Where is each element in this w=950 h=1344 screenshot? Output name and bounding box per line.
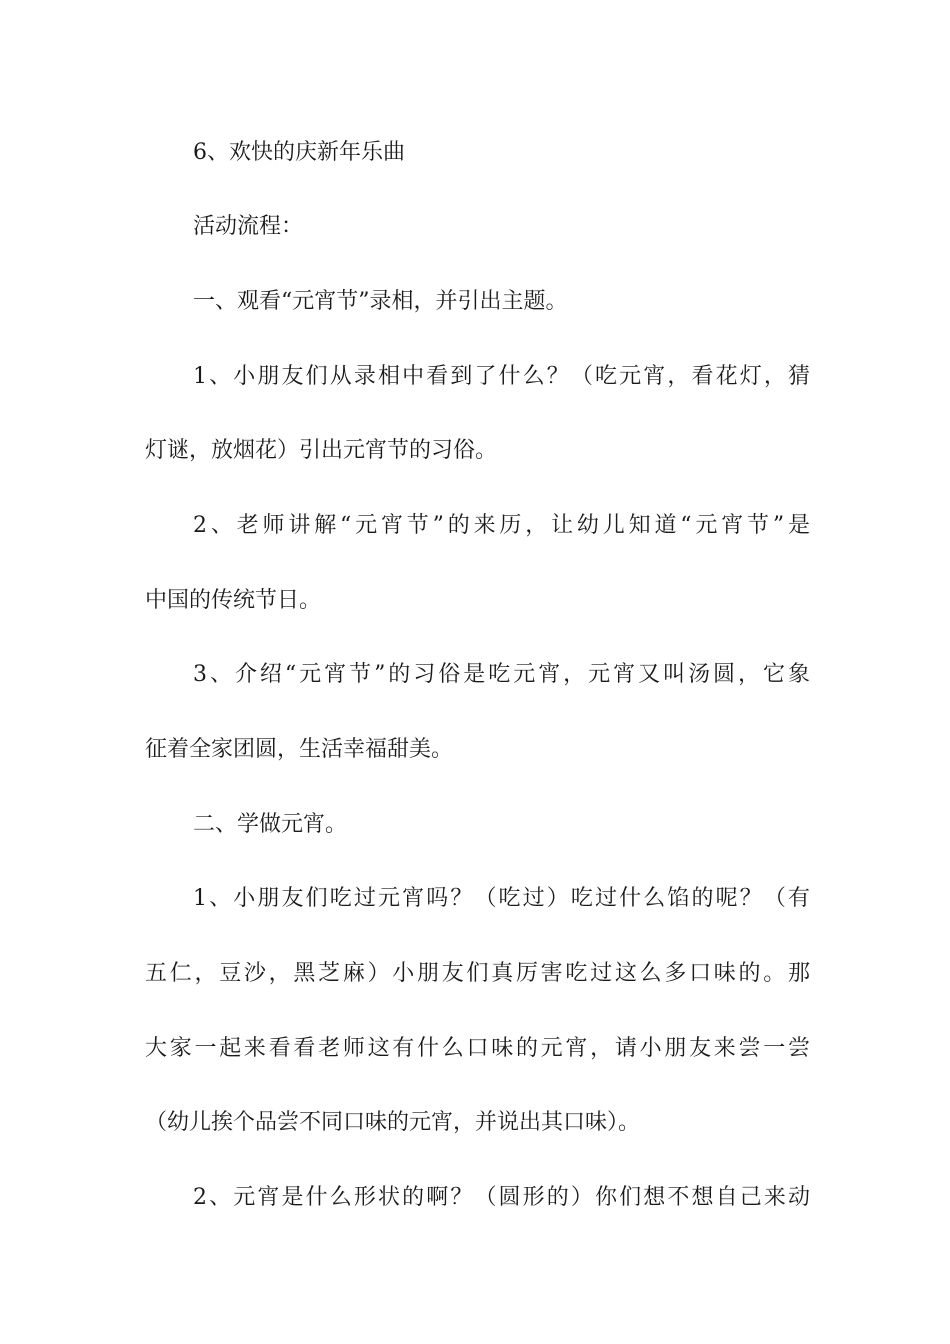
text-line-step-1-3-cont: 征着全家团圆，生活幸福甜美。	[145, 737, 454, 762]
text-line-section-1-heading: 一、观看“元宵节”录相，并引出主题。	[193, 289, 568, 314]
text-line-step-2-1: 1、小朋友们吃过元宵吗？（吃过）吃过什么馅的呢？（有	[193, 886, 810, 911]
text-line-step-1-3: 3、介绍“元宵节”的习俗是吃元宵，元宵又叫汤圆，它象	[193, 662, 810, 687]
text-line-activity-process-heading: 活动流程：	[193, 214, 304, 239]
text-line-materials-item-6: 6、欢快的庆新年乐曲	[193, 140, 405, 165]
text-line-step-2-1-cont-c: （幼儿挨个品尝不同口味的元宵，并说出其口味）。	[145, 1110, 641, 1135]
text-line-step-1-2-cont: 中国的传统节日。	[145, 588, 322, 613]
text-line-step-1-2: 2、老师讲解“元宵节”的来历，让幼儿知道“元宵节”是	[193, 513, 810, 538]
text-line-step-1-1: 1、小朋友们从录相中看到了什么？（吃元宵，看花灯，猜	[193, 364, 810, 389]
text-line-step-2-1-cont-b: 大家一起来看看老师这有什么口味的元宵，请小朋友来尝一尝	[145, 1036, 810, 1061]
text-line-section-2-heading: 二、学做元宵。	[193, 812, 348, 837]
text-line-step-1-1-cont: 灯谜，放烟花）引出元宵节的习俗。	[145, 438, 498, 463]
text-line-step-2-1-cont-a: 五仁，豆沙，黑芝麻）小朋友们真厉害吃过这么多口味的。那	[145, 961, 810, 986]
text-line-step-2-2: 2、元宵是什么形状的啊？（圆形的）你们想不想自己来动	[193, 1185, 810, 1210]
